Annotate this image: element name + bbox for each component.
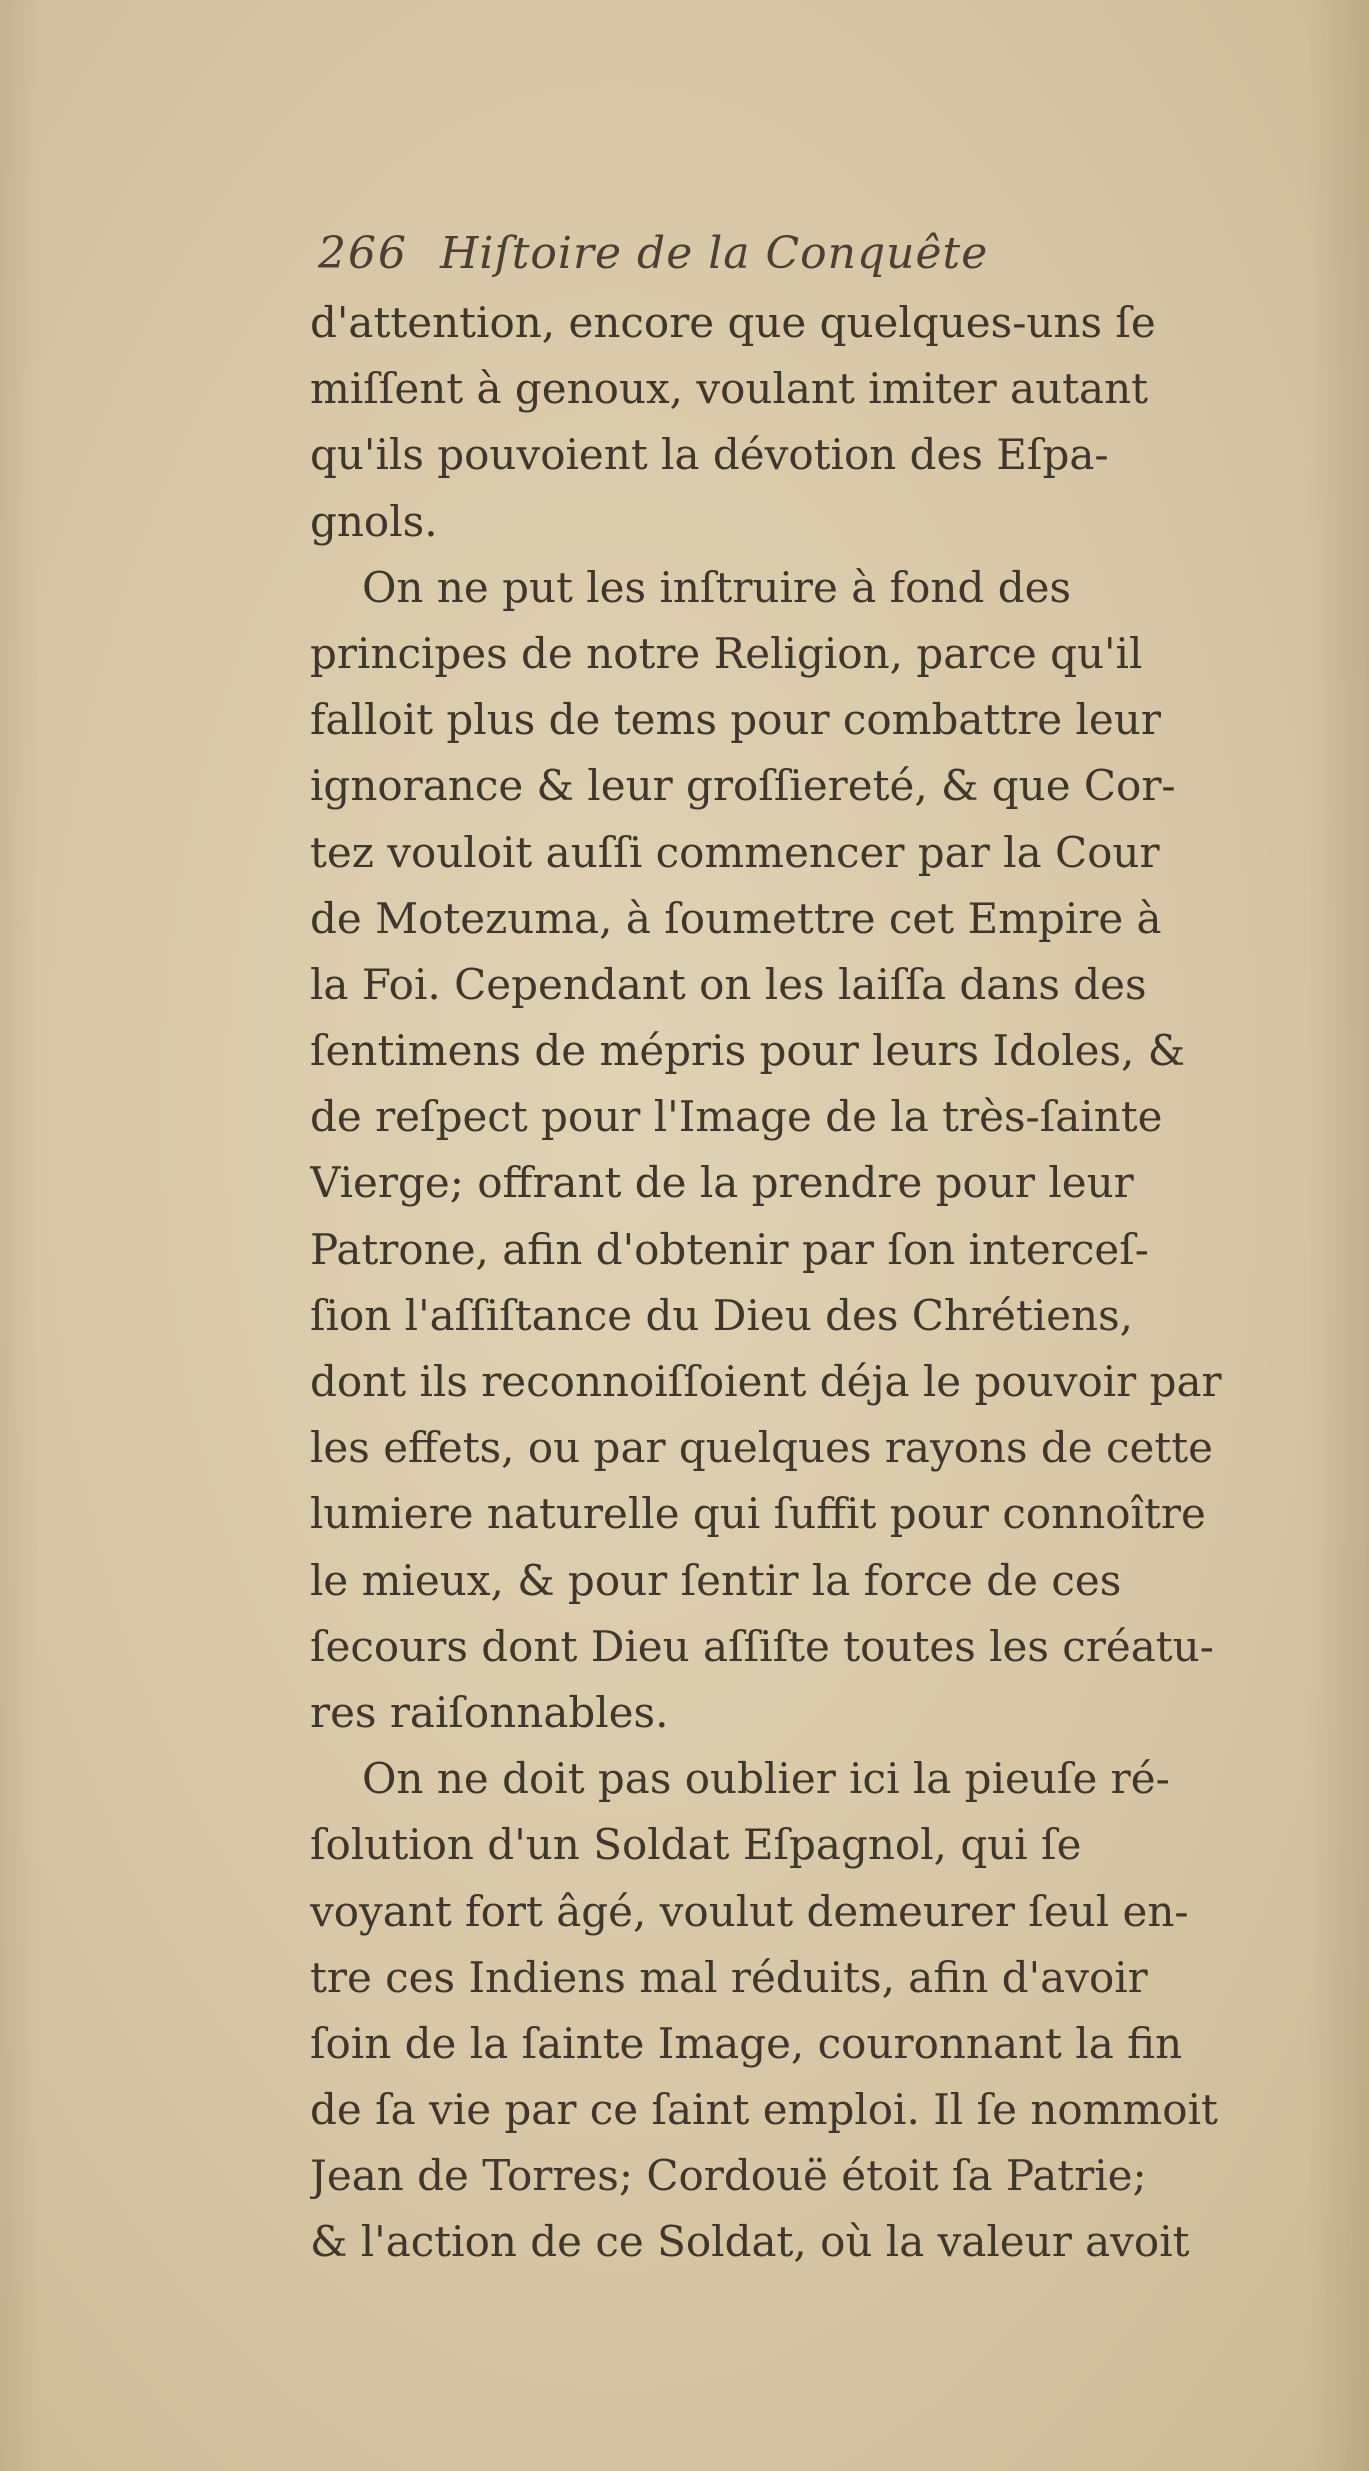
text-line: miſſent à genoux, voulant imiter autant: [310, 364, 1148, 414]
text-line: les effets, ou par quelques rayons de cette: [310, 1423, 1213, 1473]
page-header: [318, 228, 1318, 298]
text-line: principes de notre Religion, parce qu'il: [310, 628, 1143, 678]
text-line: ignorance & leur groſſiereté, & que Cor-: [310, 761, 1176, 811]
text-line: & l'action de ce Soldat, où la valeur avoit: [310, 2217, 1190, 2267]
text-line: gnols.: [310, 496, 438, 546]
text-line: ſolution d'un Soldat Eſpagnol, qui ſe: [310, 1820, 1082, 1870]
text-line: voyant fort âgé, voulut demeurer ſeul en-: [310, 1886, 1189, 1936]
text-line: lumiere naturelle qui ſuffit pour connoître: [310, 1489, 1206, 1539]
text-line: res raiſonnables.: [310, 1687, 669, 1737]
text-line: le mieux, & pour ſentir la force de ces: [310, 1555, 1122, 1605]
page-number: 266: [318, 228, 408, 279]
text-line: Patrone, afin d'obtenir par ſon interceſ-: [310, 1224, 1149, 1274]
text-line: dont ils reconnoiſſoient déja le pouvoir par: [310, 1357, 1222, 1406]
text-line: qu'ils pouvoient la dévotion des Eſpa-: [310, 430, 1109, 480]
text-line: ſecours dont Dieu aſſiſte toutes les créatu-: [310, 1621, 1214, 1671]
text-line: On ne put les inſtruire à fond des: [362, 562, 1071, 612]
text-line: ſion l'aſſiſtance du Dieu des Chrétiens,: [310, 1290, 1133, 1340]
text-line: falloit plus de tems pour combattre leur: [310, 695, 1161, 745]
text-line: tre ces Indiens mal réduits, afin d'avoir: [310, 1952, 1148, 2002]
text-line: d'attention, encore que quelques-uns ſe: [310, 298, 1156, 347]
page-left-edge-shading: [0, 0, 40, 2471]
text-line: de reſpect pour l'Image de la très-ſainte: [310, 1092, 1163, 1142]
text-line: de ſa vie par ce ſaint emploi. Il ſe nommoit: [310, 2085, 1218, 2135]
text-line: la Foi. Cependant on les laiſſa dans des: [310, 959, 1147, 1009]
body-text: [310, 290, 1369, 2276]
text-line: tez vouloit auſſi commencer par la Cour: [310, 827, 1160, 877]
text-line: ſoin de la ſainte Image, couronnant la fin: [310, 2018, 1183, 2068]
text-line: Jean de Torres; Cordouë étoit ſa Patrie;: [310, 2151, 1147, 2201]
text-line: On ne doit pas oublier ici la pieuſe ré-: [362, 1754, 1170, 1804]
text-line: ſentimens de mépris pour leurs Idoles, &: [310, 1026, 1186, 1076]
running-title: Hiſtoire de la Conquête: [440, 228, 989, 279]
text-line: Vierge; offrant de la prendre pour leur: [310, 1158, 1134, 1208]
text-line: de Motezuma, à ſoumettre cet Empire à: [310, 893, 1162, 943]
